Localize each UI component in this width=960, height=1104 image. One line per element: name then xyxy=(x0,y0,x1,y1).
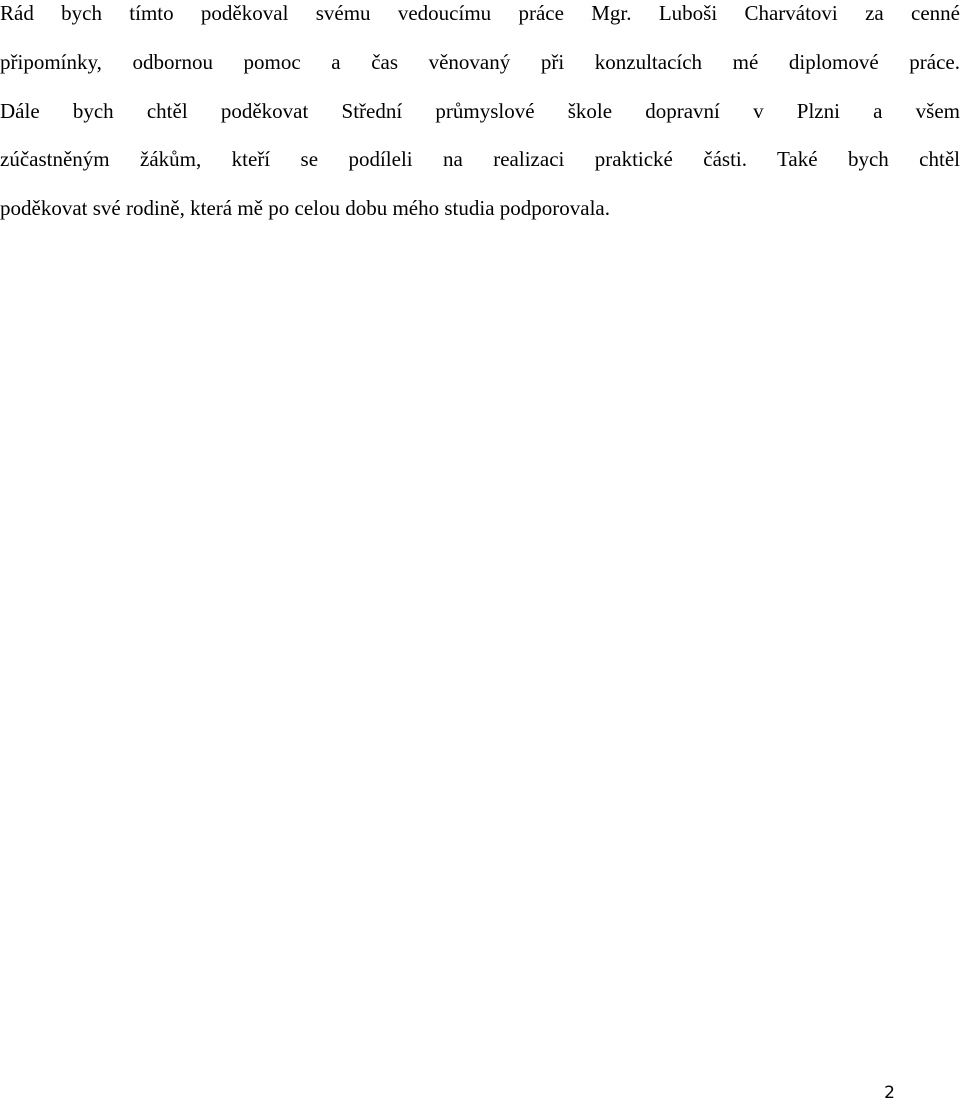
page-number: 2 xyxy=(884,1083,895,1103)
paragraph-line: Rád bych tímto poděkoval svému vedoucímu práce Mgr. Luboši Charvátovi za cenné xyxy=(0,1,960,25)
paragraph-line: Dále bych chtěl poděkovat Střední průmyslové škole dopravní v Plzni a všem xyxy=(0,99,960,123)
paragraph-line: připomínky, odbornou pomoc a čas věnovaný při konzultacích mé diplomové práce. xyxy=(0,50,960,74)
paragraph-line: zúčastněným žákům, kteří se podíleli na realizaci praktické části. Také bych chtěl xyxy=(0,147,960,171)
paragraph-line: poděkovat své rodině, která mě po celou dobu mého studia podporovala. xyxy=(0,196,611,220)
